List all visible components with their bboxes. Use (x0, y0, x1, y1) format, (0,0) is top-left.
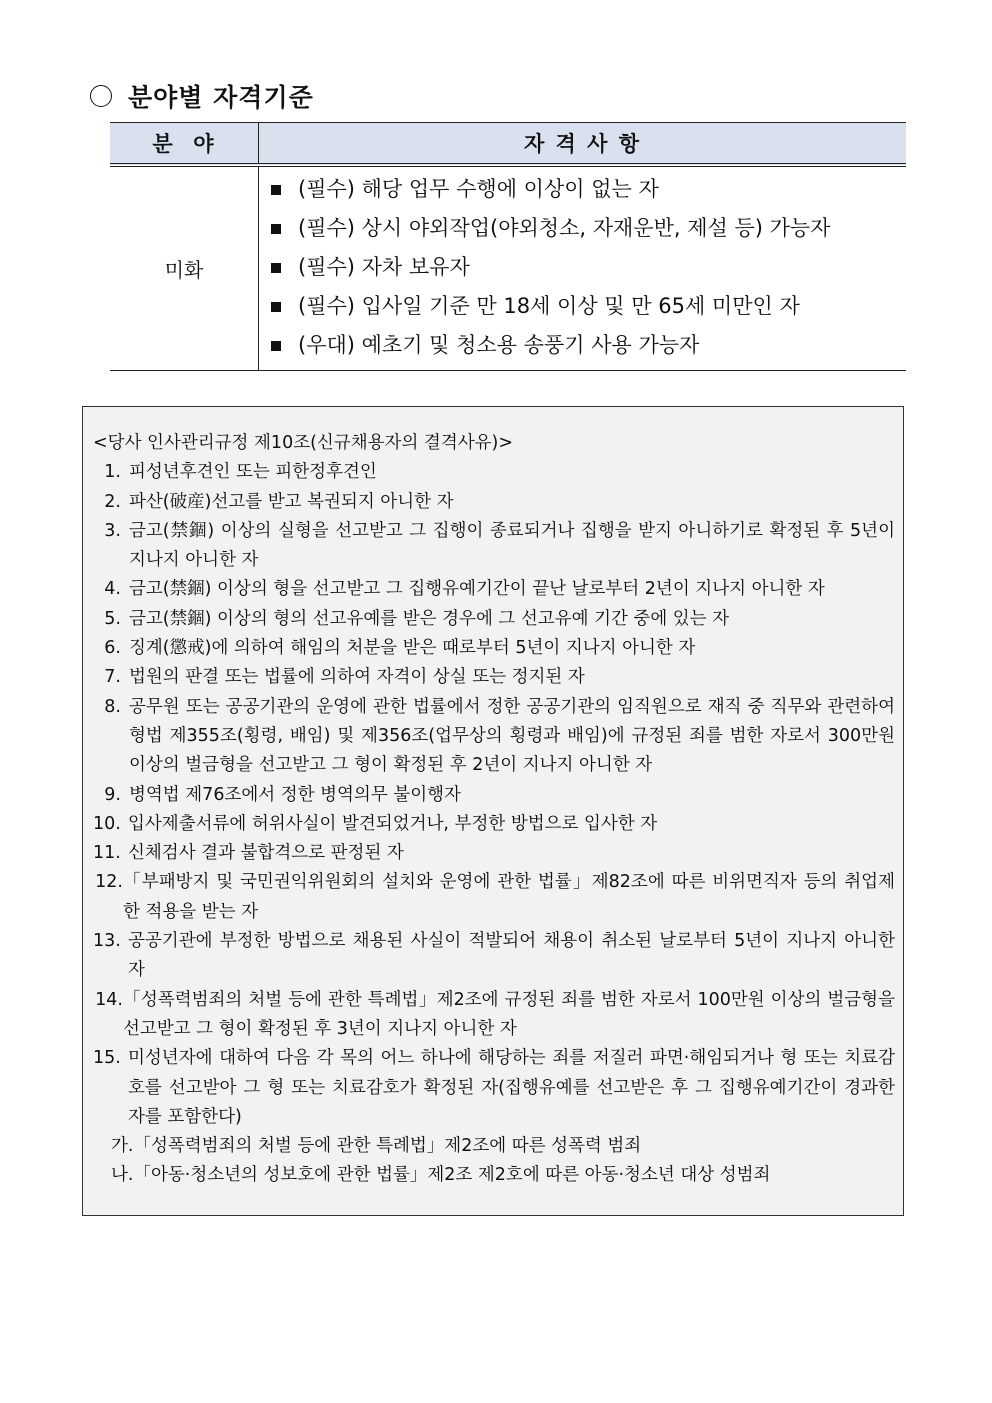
list-item: 1. 피성년후견인 또는 피한정후견인 (104, 462, 377, 483)
regulation-box (82, 406, 904, 1216)
list-item: 8. 공무원 또는 공공기관의 운영에 관한 법률에서 정한 공공기관의 임직원으로 재직 중 직무와 관련하여 형법 제355조(횡령, 배임) 및 제356조(업무상의 횡령과 배임)에 규정된 죄를 범한 자로서 300만원 이상의 벌금형을 선고받고 그 형이 확정된 후 2년이 지나지 아니한 자 (104, 696, 895, 776)
list-item: 2. 파산(破産)선고를 받고 복권되지 아니한 자 (104, 491, 454, 512)
qualification-item: (필수) 해당 업무 수행에 이상이 없는 자 (271, 170, 906, 209)
field-cell: 미화 (110, 165, 259, 371)
circle-bullet-icon (90, 85, 112, 107)
list-item: 11. 신체검사 결과 불합격으로 판정된 자 (93, 843, 404, 864)
square-bullet-icon (271, 224, 281, 234)
header-qualification: 자 격 사 항 (259, 123, 907, 166)
list-item: 10. 입사제출서류에 허위사실이 발견되었거나, 부정한 방법으로 입사한 자 (93, 813, 658, 834)
list-item: 15. 미성년자에 대하여 다음 각 목의 어느 하나에 해당하는 죄를 저질러 파면·해임되거나 형 또는 치료감호를 선고받아 그 형 또는 치료감호가 확정된 자(집행유예를 선고받은 후 그 집행유예기간이 경과한 자를 포함한다) (93, 1048, 895, 1127)
list-item: 9. 병역법 제76조에서 정한 병역의무 불이행자 (104, 784, 461, 805)
list-item: 3. 금고(禁錮) 이상의 실형을 선고받고 그 집행이 종료되거나 집행을 받지 아니하기로 확정된 후 5년이 지나지 아니한 자 (104, 520, 895, 571)
square-bullet-icon (271, 185, 281, 195)
list-item: 12. 「부패방지 및 국민권익위원회의 설치와 운영에 관한 법률」제82조에 따른 비위면직자 등의 취업제한 적용을 받는 자 (95, 872, 895, 922)
square-bullet-icon (271, 302, 281, 312)
square-bullet-icon (271, 341, 281, 351)
qualification-table (110, 122, 906, 371)
regulation-title: <당사 인사관리규정 제10조(신규채용자의 결격사유)> (93, 433, 514, 453)
list-item: 7. 법원의 판결 또는 법률에 의하여 자격이 상실 또는 정지된 자 (104, 667, 585, 688)
section-title-text: 분야별 자격기준 (128, 83, 314, 112)
list-item: 13. 공공기관에 부정한 방법으로 채용된 사실이 적발되어 채용이 취소된 날로부터 5년이 지나지 아니한 자 (93, 931, 895, 981)
list-item: 6. 징계(懲戒)에 의하여 해임의 처분을 받은 때로부터 5년이 지나지 아니한 자 (104, 638, 696, 659)
qualification-item: (필수) 상시 야외작업(야외청소, 자재운반, 제설 등) 가능자 (271, 209, 906, 248)
list-item: 4. 금고(禁錮) 이상의 형을 선고받고 그 집행유예기간이 끝난 날로부터 2년이 지나지 아니한 자 (104, 579, 825, 600)
sub-list-item: 가. 「성폭력범죄의 처벌 등에 관한 특례법」제2조에 따른 성폭력 범죄 (111, 1136, 642, 1157)
qualification-item: (우대) 예초기 및 청소용 송풍기 사용 가능자 (271, 326, 906, 365)
section-heading (90, 78, 314, 114)
qualification-list (259, 167, 906, 370)
header-field: 분 야 (110, 123, 259, 166)
disqualification-list (93, 458, 895, 1132)
qualification-cell (259, 165, 907, 371)
qualification-item: (필수) 입사일 기준 만 18세 이상 및 만 65세 미만인 자 (271, 287, 906, 326)
qualification-item: (필수) 자차 보유자 (271, 248, 906, 287)
square-bullet-icon (271, 263, 281, 273)
table-header-row (110, 123, 906, 166)
list-item: 5. 금고(禁錮) 이상의 형의 선고유예를 받은 경우에 그 선고유예 기간 중에 있는 자 (104, 608, 730, 629)
list-item: 14. 「성폭력범죄의 처벌 등에 관한 특례법」제2조에 규정된 죄를 범한 자로서 100만원 이상의 벌금형을 선고받고 그 형이 확정된 후 3년이 지나지 아니한 자 (95, 989, 895, 1039)
table-row (110, 165, 906, 371)
sub-list-item: 나. 「아동·청소년의 성보호에 관한 법률」제2조 제2호에 따른 아동·청소년 대상 성범죄 (111, 1165, 771, 1186)
